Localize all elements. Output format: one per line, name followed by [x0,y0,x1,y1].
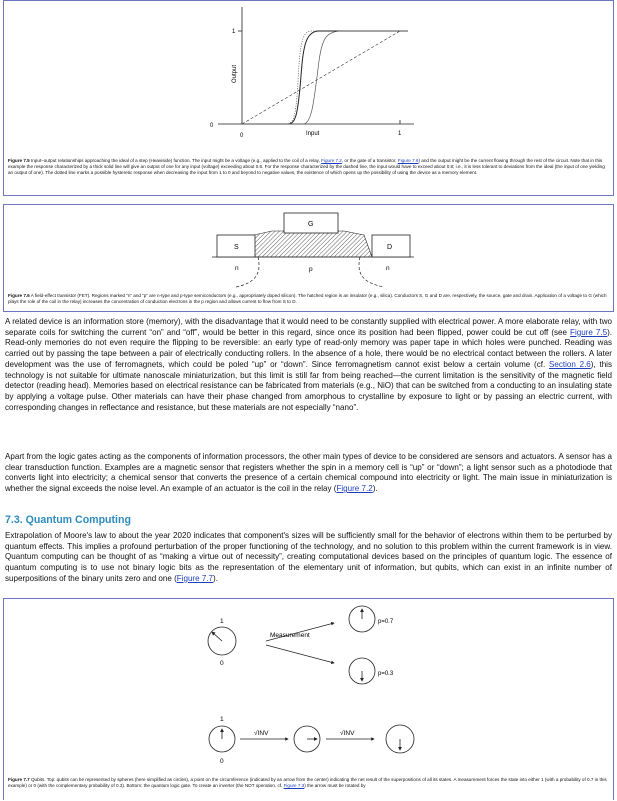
basis-label-0: 0 [220,660,224,667]
figure-7-7 [3,598,614,800]
link-figure-7-3[interactable]: Figure 7.3 [283,782,305,788]
x-tick-label-1: 1 [398,131,402,137]
figure-7-5 [3,0,614,196]
figure-7-6-caption [8,293,609,305]
caption-text: A field-effect transistor (FET). Regions marked “n” and “p” are n-type and p-type semiconductors (e.g., appropriately doped silicon). The hatched region is an insulator (e.g., silica). Conductors S, G and D are, respectively, the source, gate and drain. Application of a voltage to G (which plays the role of the coil in the relay) increases the concentration of conduction electrons in the p region and allows current to flow from S to D. [8,293,607,304]
p-region-label: p [309,266,313,273]
paragraph-text: ), this technology is not suitable for ultimate nanoscale miniaturization, but this limit is still far from being reached—the current limitation is the sensitivity of the magnetic field detector (reading head). Memories based on electrical resistance can be fabricated from materials (e.g., NiO) that can be switched from a conducting to an insulating state by applying a voltage pulse. Other materials can have their phase changed from amorphous to crystalline by exposure to light or by passing an electric current, with corresponding changes in reflectance and resistance, but these materials are not especially “nano”. [5,359,612,412]
basis-label-1: 1 [220,716,224,723]
link-section-2-6[interactable]: Section 2.6 [548,359,591,369]
paragraph-text: ). Read-only memories do not even require the flipping to be reversible: an early type of read-only memory was paper tape in which holes were punched. Reading was carried out by passing the tape between a pair of electrically conducting rollers. In the absence of a hole, there would be no electrical contact between the rollers. A later development was the use of ferromagnets, which could be poled “up” or “down”. Since ferromagnetism cannot exist below a certain volume (cf. [5,327,612,369]
caption-text: Qubits. Top: qubits can be represented by spheres (here simplified as circles), a point on the circumference (indicated by an arrow from the center) indicating the net result of the superpositions of all its states. A measurement forces the state into either 1 (with a probability of 0.7 in this example) or 0 (with the complementary probability of 0.3). Bottom: the quantum logic gate. To create an inverter (the NOT operation, cf. [8,777,607,788]
figure-7-5-caption [8,158,609,176]
caption-text: ) the arrow must be rotated by [304,782,366,788]
sqrt-inv-gate-label: √INV [254,730,269,737]
link-figure-7-7[interactable]: Figure 7.7 [176,573,214,583]
y-tick-label-1: 1 [232,29,236,35]
measurement-label: Measurement [270,632,310,639]
link-figure-7-2[interactable]: Figure 7.2 [336,484,373,494]
link-figure-7-2[interactable]: Figure 7.2 [321,158,342,163]
basis-label-1: 1 [220,618,224,625]
probability-label: p=0.3 [378,671,394,677]
link-figure-7-5[interactable]: Figure 7.5 [570,327,608,337]
sqrt-inv-gate-label: √INV [340,730,355,737]
caption-text: Input–output relationships approaching the ideal of a step (Heaviside) function. The input might be a voltage (e.g., applied to the coil of a relay, [29,158,322,163]
section-heading: 7.3. Quantum Computing [5,514,131,526]
caption-label: Figure 7.6 [8,293,30,298]
y-axis-label: Output [232,64,238,83]
probability-label: p=0.7 [378,619,394,625]
figure-7-7-caption [8,777,609,789]
insulator-hatched [254,231,372,257]
figure-7-6 [3,204,614,312]
hysteretic-response-dotted [218,31,400,124]
caption-label: Figure 7.5 [8,158,30,163]
linear-response-dashed [242,31,400,124]
paragraph-text: Apart from the logic gates acting as the components of information processors, the other main types of device to be considered are sensors and actuators. A sensor has a clear transduction function. Examples are a magnetic sensor that registers whether the spin in a memory cell is “up” or “down”; a light sensor such as a photodiode that converts light into electricity; a chemical sensor that converts the presence of a certain chemical compound into electricity or light. The main issue in miniaturization is whether the signal exceeds the noise level. An example of an actuator is the coil in the relay ( [5,452,612,494]
paragraph-memory [5,317,612,413]
gradual-response-solid [242,31,408,124]
x-tick-label-0: 0 [240,133,244,139]
x-axis-label: Input [306,131,320,137]
paragraph-text: A related device is an information store (memory), with the disadvantage that it would need to be constantly supplied with electrical power. A more elaborate relay, with two separate coils for switching the current “on” and “off”, would be better in this regard, since once its position had been flipped, power could be cut off (see [5,317,612,337]
gate-label: G [308,221,314,228]
n-region-left-boundary [236,257,259,287]
paragraph-text: ). [372,484,378,494]
paragraph-text: ). [213,573,218,583]
caption-text: ) and the output might be the current flowing through the rest of the circuit. Note that in this example the response characterized by a thick solid line will give an output of one for any input (voltage) exceeding about 0.6. For the response characterized by the dashed line, the input would have to exceed about 0.8; i.e., it is less tolerant to deviations from the ideal (the input of one yielding an output of one). The dotted line marks a possible hysteretic response when decreasing the input from 1 to 0 and beyond to negative values, the existence of which opens up the possibility of using the device as a memory element. [8,158,605,175]
paragraph-text: Extrapolation of Moore's law to about the year 2020 indicates that component's sizes will be sufficiently small for the behavior of electrons within them to be perturbed by quantum effects. This implies a profound perturbation of the proper functioning of the technology, and no solution to this problem within the current framework is in view. Quantum computing can be thought of as “making a virtue out of necessity”, creating computational devices based on the principles of quantum logic. The essence of quantum computing is to use not binary logic bits as the representation of the elementary unit of information, but qubits, which can exist in an infinite number of superpositions of the binary units zero and one ( [5,531,612,583]
caption-label: Figure 7.7 [8,777,30,782]
paragraph-quantum [5,531,612,585]
sharp-response-solid [242,31,408,124]
drain-label: D [387,244,393,251]
paragraph-sensors [5,452,612,495]
measurement-arrow-down [266,645,334,663]
basis-label-0: 0 [220,758,224,765]
caption-text: , or the gate of a transistor, [341,158,398,163]
n-region-left-label: n [235,265,239,272]
n-region-right-boundary [359,257,384,287]
n-region-right-label: n [386,265,390,272]
y-tick-label-0: 0 [210,123,214,129]
link-figure-7-6[interactable]: Figure 7.6 [397,158,419,163]
source-label: S [234,244,239,251]
qubit-diagram [4,599,613,801]
